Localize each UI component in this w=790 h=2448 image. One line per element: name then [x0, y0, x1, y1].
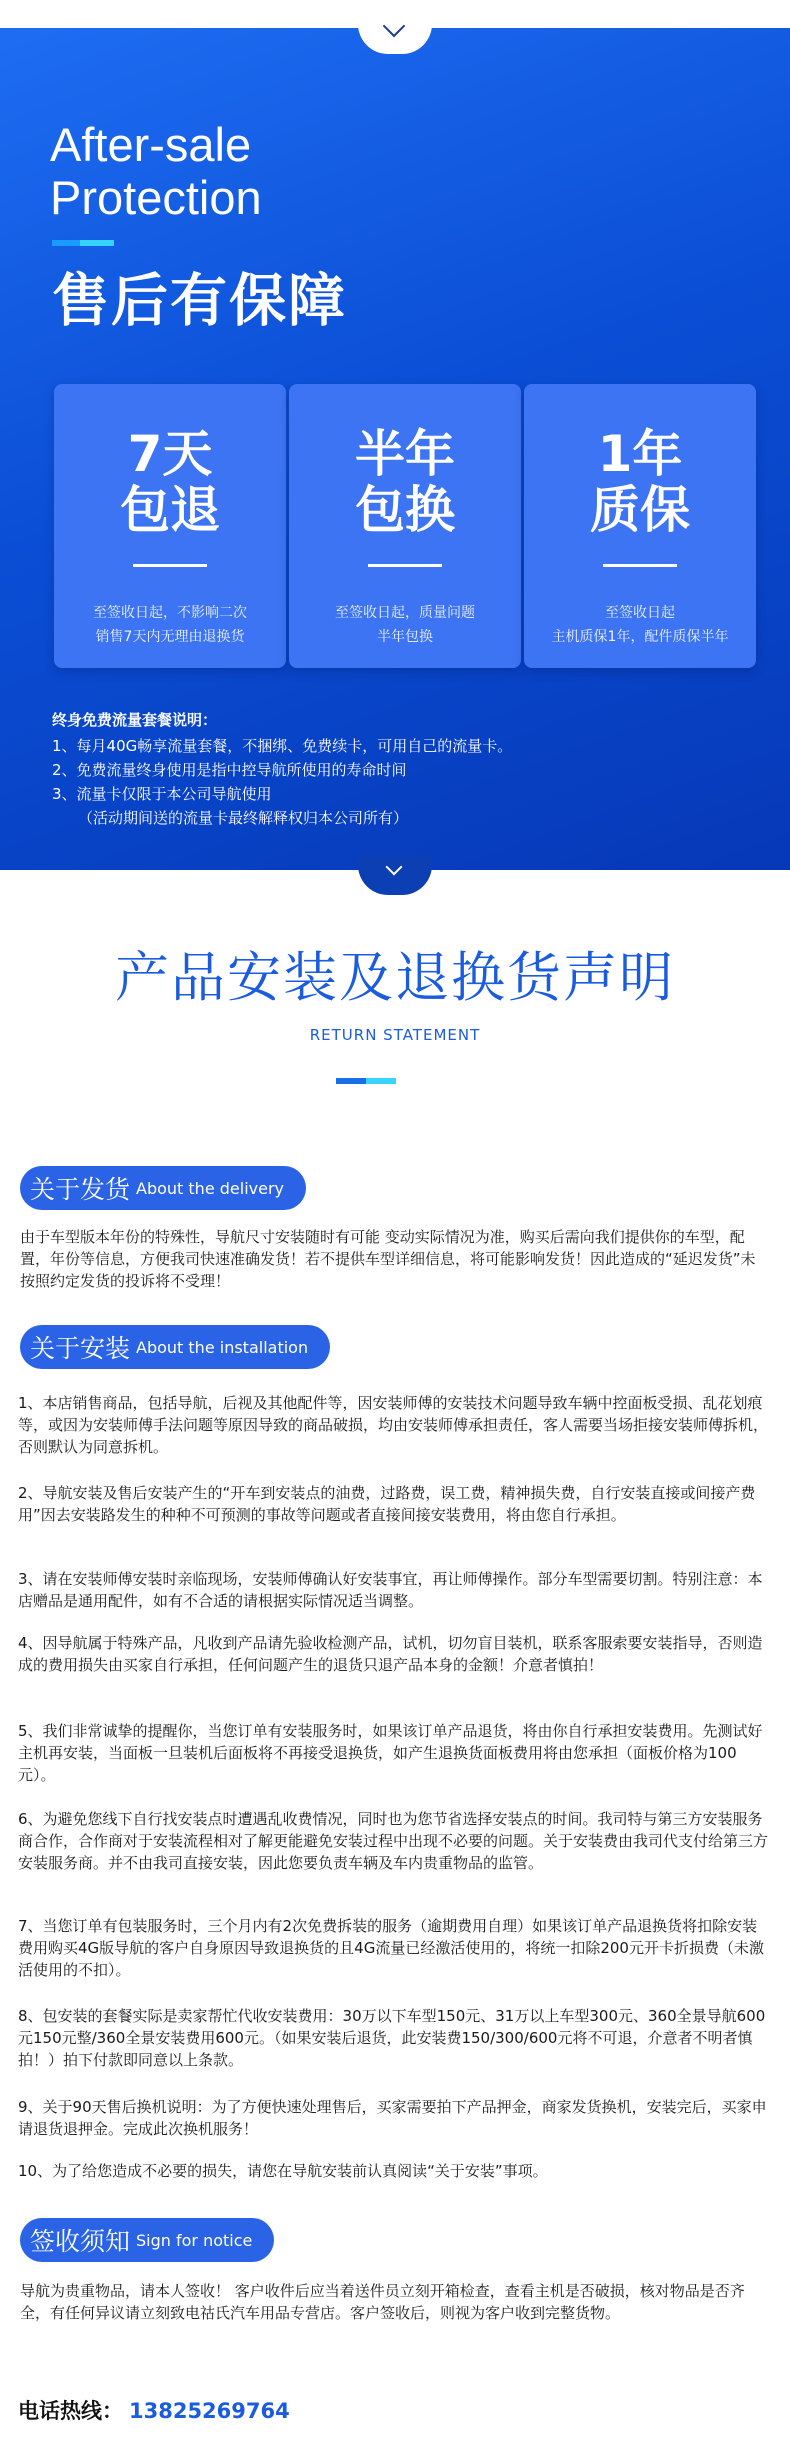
card-divider	[133, 564, 207, 567]
install-item-1: 1、本店销售商品，包括导航，后视及其他配件等，因安装师傅的安装技术问题导致车辆中控面板受损、乱花划痕等，或因为安装师傅手法问题等原因导致的商品破损，均由安装师傅承担责任，客人需要当场拒接安装师傅拆机，否则默认为同意拆机。	[18, 1394, 769, 1456]
installation-heading: 关于安装 About the installation	[20, 1325, 330, 1369]
card-1year-warranty: 1年 质保 至签收日起 主机质保1年，配件质保半年	[524, 384, 756, 668]
delivery-heading: 关于发货 About the delivery	[20, 1166, 306, 1210]
install-item-3: 3、请在安装师傅安装时亲临现场，安装师傅确认好安装事宜，再让师傅操作。部分车型需要切割。特别注意：本店赠品是通用配件，如有不合适的请根据实际情况适当调整。	[18, 1570, 763, 1610]
install-item-4: 4、因导航属于特殊产品，凡收到产品请先验收检测产品，试机，切勿盲目装机，联系客服索要安装指导，否则造成的费用损失由买家自行承担，任何问题产生的退货只退产品本身的金额！介意者慎拍！	[18, 1634, 763, 1674]
install-item-8: 8、包安装的套餐实际是卖家帮忙代收安装费用：30万以下车型150元、31万以上车型300元、360全景导航600元150元整/360全景安装费用600元。（如果安装后退货，此安装费150/300/600元将不可退，介意者不明者慎拍！）拍下付款即同意以上条款。	[18, 2007, 766, 2069]
hero-english-title: After-sale Protection	[50, 118, 262, 224]
hero-accent-bar	[54, 240, 114, 246]
section-scroll-notch[interactable]	[358, 855, 432, 895]
chevron-down-icon	[386, 859, 403, 876]
install-item-9: 9、关于90天售后换机说明：为了方便快速处理售后，买家需要拍下产品押金，商家发货换机，安装完后，买家申请退货退押金。完成此次换机服务！	[18, 2098, 767, 2138]
hotline-number[interactable]: 13825269764	[129, 2399, 290, 2423]
card-halfyear-exchange: 半年 包换 至签收日起，质量问题 半年包换	[289, 384, 521, 668]
statement-title: 产品安装及退换货声明	[115, 946, 675, 1009]
card-divider	[603, 564, 677, 567]
install-item-6: 6、为避免您线下自行找安装点时遭遇乱收费情况，同时也为您节省选择安装点的时间。我司特与第三方安装服务商合作，合作商对于安装流程相对了解更能避免安装过程中出现不必要的问题。关于安装费由我司代支付给第三方安装服务商。并不由我司直接安装，因此您要负责车辆及车内贵重物品的监管。	[18, 1810, 769, 1872]
sign-notice-text: 导航为贵重物品，请本人签收！ 客户收件后应当着送件员立刻开箱检查，查看主机是否破损，核对物品是否齐全，有任何异议请立刻致电祜氏汽车用品专营店。客户签收后，则视为客户收到完整货物。	[20, 2282, 745, 2322]
statement-subtitle: RETURN STATEMENT	[309, 1026, 481, 1044]
install-item-10: 10、为了给您造成不必要的损失，请您在导航安装前认真阅读“关于安装”事项。	[18, 2162, 548, 2180]
install-item-7: 7、当您订单有包装服务时，三个月内有2次免费拆装的服务（逾期费用自理）如果该订单产品退换货将扣除安装费用购买4G版导航的客户自身原因导致退换货的且4G流量已经激活使用的，将统一扣除200元开卡折损费（未激活使用的不扣）。	[18, 1917, 764, 1979]
top-scroll-notch[interactable]	[358, 0, 432, 54]
install-item-5: 5、我们非常诚挚的提醒你，当您订单有安装服务时，如果该订单产品退货，将由你自行承担安装费用。先测试好主机再安装，当面板一旦装机后面板将不再接受退换货，如产生退换货面板费用将由您承担（面板价格为100元）。	[18, 1722, 763, 1784]
delivery-text: 由于车型版本年份的特殊性，导航尺寸安装随时有可能 变动实际情况为准，购买后需向我们提供你的车型，配置，年份等信息，方便我司快速准确发货！若不提供车型详细信息，将可能影响发货！因此造成的“延迟发货”未按照约定发货的投诉将不受理！	[20, 1228, 756, 1290]
chevron-down-icon	[383, 15, 406, 38]
card-7day-return: 7天 包退 至签收日起，不影响二次 销售7天内无理由退换货	[54, 384, 286, 668]
hero-chinese-title: 售后有保障	[52, 268, 347, 334]
sign-notice-heading: 签收须知 Sign for notice	[20, 2218, 274, 2262]
statement-accent-bar	[336, 1078, 396, 1084]
hotline: 电话热线： 13825269764	[18, 2399, 290, 2423]
install-item-2: 2、导航安装及售后安装产生的“开车到安装点的油费，过路费，误工费，精神损失费，自行安装直接或间接产费用”因去安装路发生的种种不可预测的事故等问题或者直接间接安装费用，将由您自行承担。	[18, 1484, 756, 1524]
data-plan-terms: 终身免费流量套餐说明： 1、每月40G畅享流量套餐，不捆绑、免费续卡，可用自己的流量卡。 2、免费流量终身使用是指中控导航所使用的寿命时间 3、流量卡仅限于本公司导航使用 （活动期间送的流量卡最终解释权归本公司所有）	[52, 711, 513, 827]
card-divider	[368, 564, 442, 567]
